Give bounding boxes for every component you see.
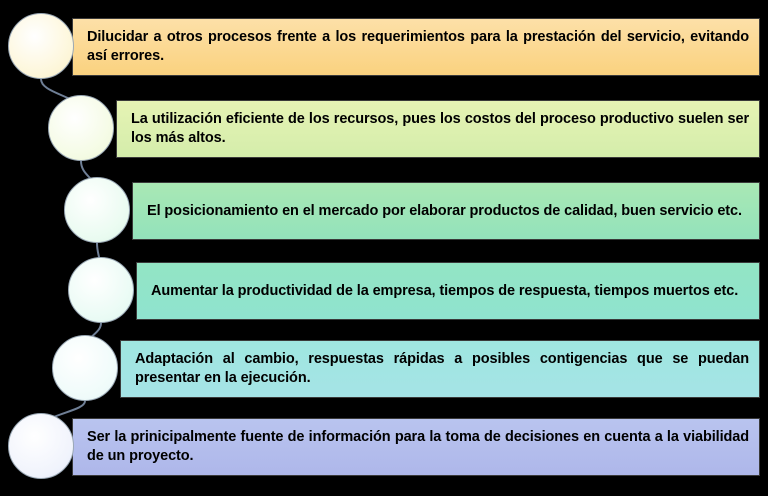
- step-circle-2: [48, 95, 114, 161]
- step-circle-5: [52, 335, 118, 401]
- step-circle-1: [8, 13, 74, 79]
- step-circle-6: [8, 413, 74, 479]
- step-bar-6: [72, 418, 760, 476]
- step-circle-4: [68, 257, 134, 323]
- step-text-4: Aumentar la productividad de la empresa, tiempos de respuesta, tiempos muertos etc.: [151, 282, 739, 299]
- step-bar-2: [116, 100, 760, 158]
- step-text-3: El posicionamiento en el mercado por elaborar productos de calidad, buen servicio etc.: [147, 202, 742, 219]
- step-circle-3: [64, 177, 130, 243]
- step-bar-1: [72, 18, 760, 76]
- step-text-5: Adaptación al cambio, respuestas rápidas a posibles contigencias que se puedan presentar en la ejecución.: [135, 351, 749, 386]
- step-bar-5: [120, 340, 760, 398]
- step-text-6: Ser la prinicipalmente fuente de información para la toma de decisiones en cuenta a la viabilidad de un proyecto.: [87, 429, 749, 464]
- step-bar-4: [136, 262, 760, 320]
- step-bar-3: [132, 182, 760, 240]
- step-text-1: Dilucidar a otros procesos frente a los requerimientos para la prestación del servicio, evitando así errores.: [87, 29, 749, 64]
- step-text-2: La utilización eficiente de los recursos, pues los costos del proceso productivo suelen ser los más altos.: [131, 111, 749, 146]
